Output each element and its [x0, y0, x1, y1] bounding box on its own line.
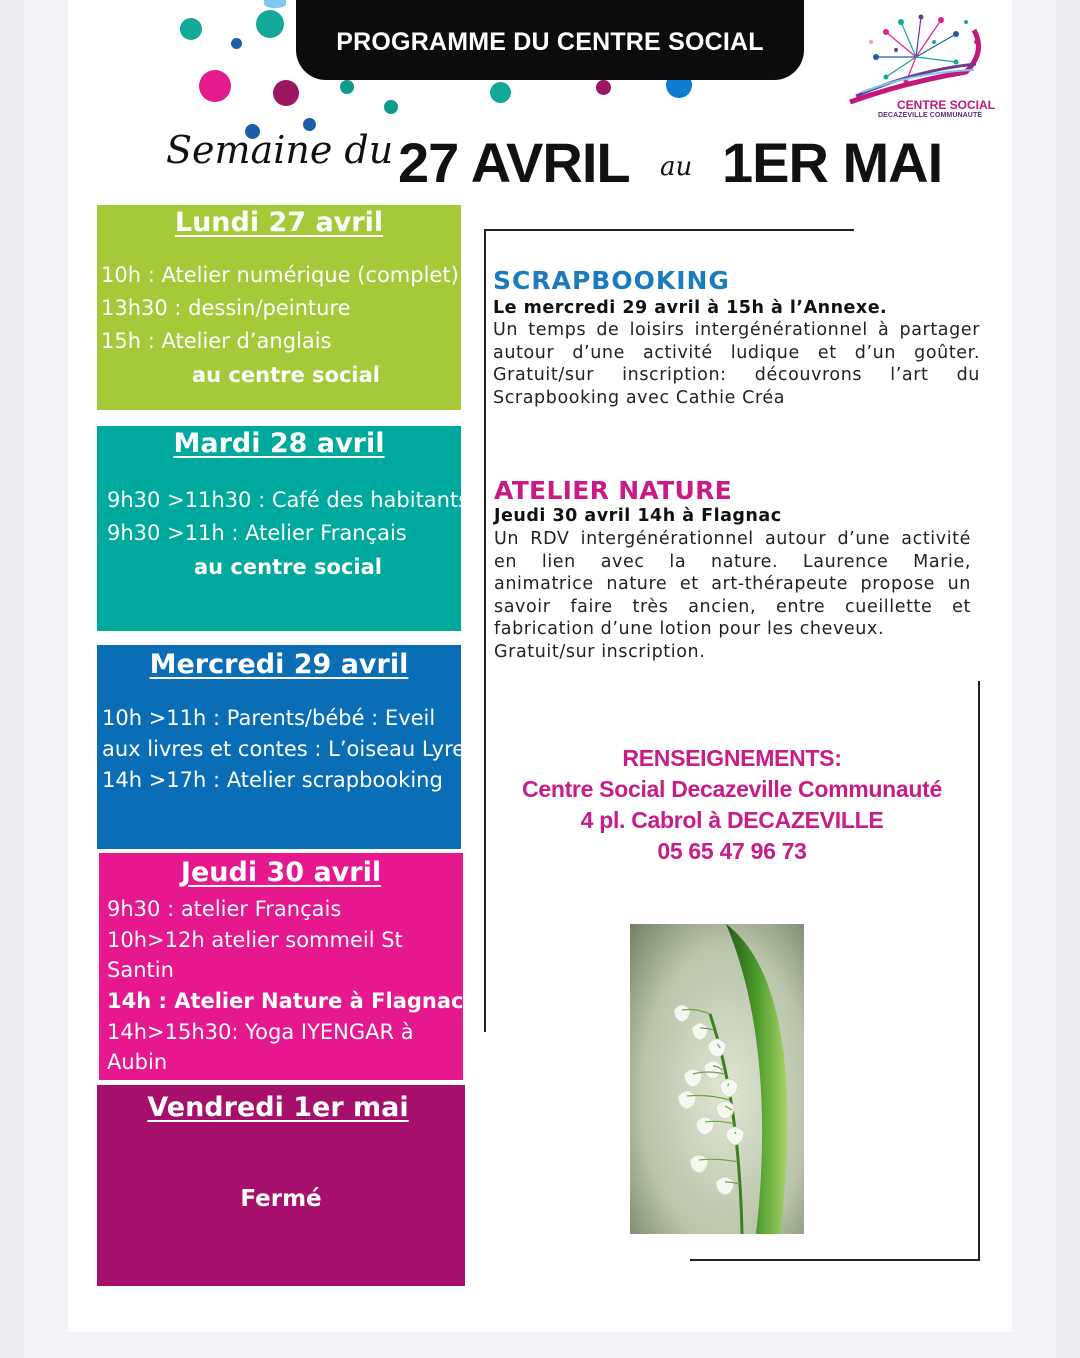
schedule-line: 10h>12h atelier sommeil St [107, 928, 403, 952]
schedule-line: Aubin [107, 1050, 168, 1074]
schedule-line: 13h30 : dessin/peinture [101, 296, 351, 320]
week-start-date: 27 AVRIL [398, 131, 630, 194]
week-end-date: 1ER MAI [722, 131, 943, 194]
closed-status: Fermé [240, 1186, 322, 1212]
schedule-line: 14h : Atelier Nature à Flagnac [107, 989, 464, 1013]
day-title: Lundi 27 avril [174, 207, 384, 238]
schedule-line: 10h >11h : Parents/bébé : Eveil [102, 706, 436, 730]
frame-line [484, 229, 854, 231]
schedule-line: 9h30 >11h30 : Café des habitants [107, 488, 470, 512]
schedule-line: 14h>15h30: Yoga IYENGAR à [107, 1020, 414, 1044]
day-title: Mardi 28 avril [173, 428, 385, 459]
schedule-place: au centre social [194, 555, 382, 579]
description-line: animatrice nature et art-thérapeute propose un [494, 574, 971, 595]
day-card-tuesday [97, 426, 470, 631]
schedule-line: Santin [107, 958, 174, 982]
description-line: Gratuit/sur inscription: découvrons l’art du [493, 365, 980, 386]
day-title: Mercredi 29 avril [149, 649, 409, 680]
contact-phone: 05 65 47 96 73 [657, 838, 807, 864]
event-subtitle-scrapbooking: Le mercredi 29 avril à 15h à l’Annexe. [493, 298, 888, 318]
schedule-place: au centre social [192, 363, 380, 387]
frame-line [690, 1259, 980, 1261]
description-line: Scrapbooking avec Cathie Créa [493, 387, 786, 408]
event-title-nature: ATELIER NATURE [494, 476, 733, 505]
day-title: Vendredi 1er mai [147, 1092, 409, 1123]
week-lead-text: Semaine du [166, 128, 394, 172]
day-card-friday [97, 1085, 465, 1286]
contact-address: 4 pl. Cabrol à DECAZEVILLE [580, 807, 884, 833]
program-banner: PROGRAMME DU CENTRE SOCIAL [296, 0, 804, 80]
logo-name: CENTRE SOCIAL [897, 98, 996, 112]
event-description-nature [494, 528, 971, 664]
contact-heading: RENSEIGNEMENTS: [622, 745, 842, 771]
frame-line [484, 229, 486, 1032]
schedule-line: 15h : Atelier d’anglais [101, 329, 332, 353]
day-title: Jeudi 30 avril [180, 857, 382, 888]
schedule-line: aux livres et contes : L’oiseau Lyre [102, 737, 466, 761]
event-description-scrapbooking [493, 319, 980, 409]
description-line: en lien avec la nature. Laurence Marie, [494, 551, 971, 572]
event-subtitle-nature: Jeudi 30 avril 14h à Flagnac [494, 506, 782, 526]
description-line: Un RDV intergénérationnel autour d’une activité [494, 529, 971, 549]
day-card-monday [97, 205, 461, 410]
schedule-line: 10h : Atelier numérique (complet) [101, 263, 459, 287]
schedule-line: 9h30 >11h : Atelier Français [107, 521, 407, 545]
description-line: fabrication d’une lotion pour les cheveux. [494, 619, 885, 640]
frame-line [978, 681, 980, 1261]
description-line: autour d’une activité ludique et d’un goûter. [493, 342, 980, 363]
logo-subtitle: DECAZEVILLE COMMUNAUTÉ [878, 112, 983, 119]
event-title-scrapbooking: SCRAPBOOKING [493, 266, 730, 295]
description-line: Gratuit/sur inscription. [494, 641, 706, 662]
schedule-line: 9h30 : atelier Français [107, 897, 342, 921]
lily-of-the-valley-photo [630, 924, 804, 1234]
schedule-line: 14h >17h : Atelier scrapbooking [102, 768, 443, 792]
description-line: Un temps de loisirs intergénérationnel à partager [493, 320, 980, 340]
contact-organization: Centre Social Decazeville Communauté [522, 776, 942, 802]
day-card-thursday [99, 853, 463, 1080]
day-card-wednesday [97, 645, 466, 849]
week-mid-text: au [660, 152, 693, 182]
description-line: savoir faire très ancien, entre cueillette et [494, 596, 971, 617]
